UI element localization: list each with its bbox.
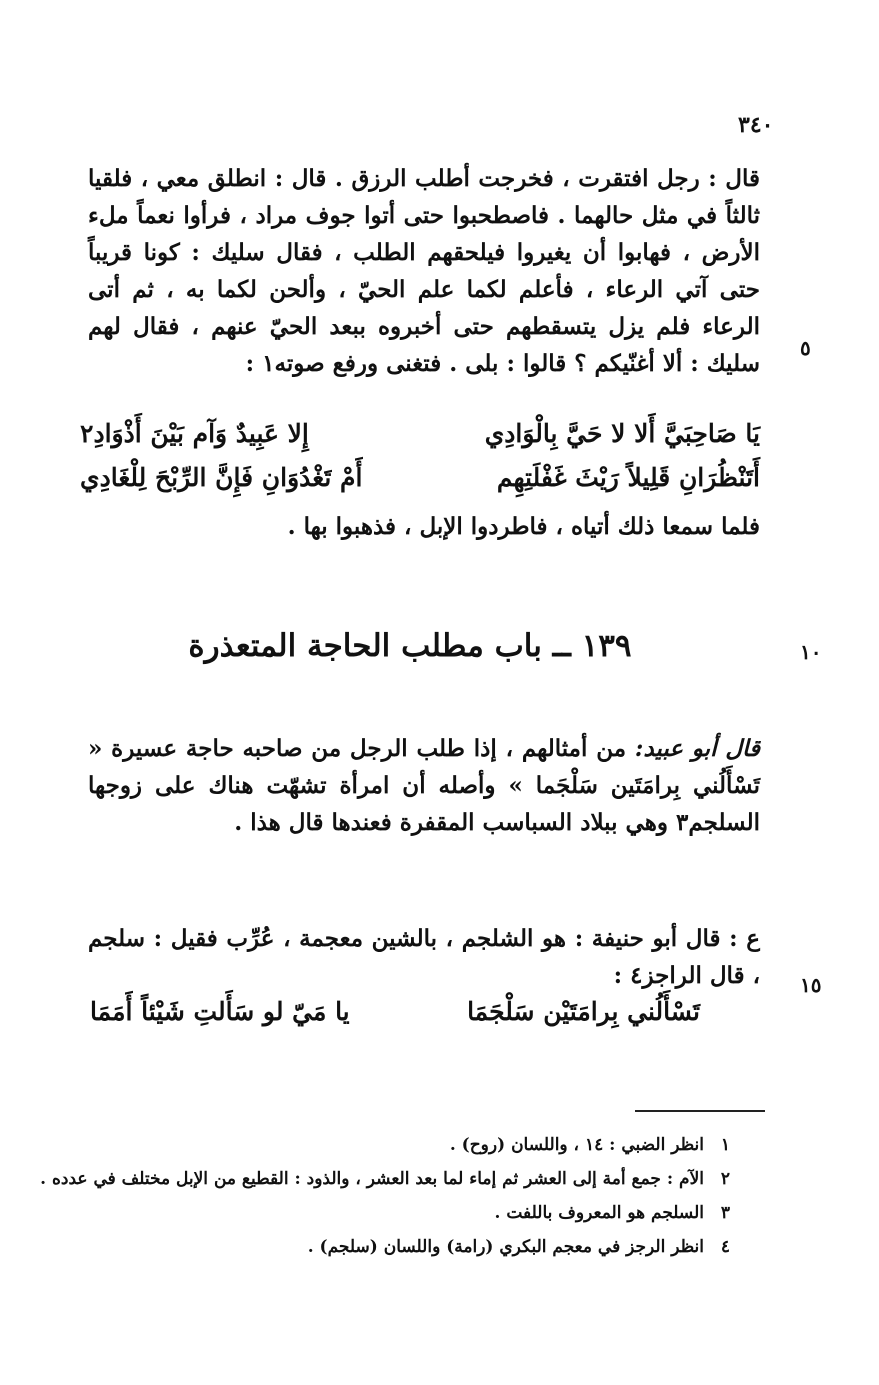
footnote-number: ٢ bbox=[720, 1169, 730, 1189]
page-number: ٣٤٠ bbox=[738, 112, 774, 138]
rajaz-verse bbox=[90, 990, 700, 1034]
verse-1-first-hemistich: يَا صَاحِبَيَّ أَلا لا حَيَّ بِالْوَادِي bbox=[484, 419, 760, 448]
footnotes bbox=[40, 1128, 730, 1264]
paragraph-2: فلما سمعا ذلك أتياه ، فاطردوا الإبل ، فذهبوا بها . bbox=[287, 513, 760, 540]
footnote bbox=[70, 1196, 730, 1230]
margin-line-number-5: ٥ bbox=[800, 336, 811, 360]
footnote-separator bbox=[635, 1110, 765, 1112]
verse-1-second-hemistich: إِلا عَبِيدٌ وَآم بَيْنَ أَذْوَادِ٢ bbox=[80, 419, 309, 448]
rajaz-second-hemistich: يا مَيّ لو سَأَلتِ شَيْئاً أَمَمَا bbox=[90, 997, 350, 1026]
footnote-text: السلجم هو المعروف باللفت . bbox=[494, 1203, 704, 1223]
verse-2-second-hemistich: أَمْ تَغْدُوَانِ فَإِنَّ الرِّبْحَ لِلْغَادِي bbox=[80, 463, 363, 492]
verse-2-first-hemistich: أَتَنْظُرَانِ قَلِيلاً رَيْثَ غَفْلَتِهِم bbox=[496, 463, 760, 492]
footnote bbox=[70, 1128, 730, 1162]
paragraph-3 bbox=[88, 730, 760, 841]
paragraph-4: ع : قال أبو حنيفة : هو الشلجم ، بالشين معجمة ، عُرِّب فقيل : سلجم ، قال الراجز٤ : bbox=[88, 925, 760, 989]
footnote-text: الآم : جمع أمة إلى العشر ثم إماء لما بعد العشر ، والذود : القطيع من الإبل مختلف في عدده . bbox=[40, 1169, 704, 1189]
footnote-text: انظر الضبي : ١٤ ، واللسان (روح) . bbox=[449, 1135, 704, 1155]
footnote-number: ٤ bbox=[720, 1237, 730, 1257]
poem-verse-1 bbox=[80, 412, 760, 456]
paragraph-3-text: من أمثالهم ، إذا طلب الرجل من صاحبه حاجة عسيرة « تَسْأَلُني بِرامَتَين سَلْجَما » وأصله أن امرأة تشهّت هناك على زوجها السلجم٣ وهي ببلاد السباسب المقفرة فعندها قال هذا . bbox=[88, 735, 760, 836]
margin-line-number-10: ١٠ bbox=[800, 640, 822, 664]
footnote-text: انظر الرجز في معجم البكري (رامة) واللسان (سلجم) . bbox=[307, 1237, 704, 1257]
footnote-number: ٣ bbox=[720, 1203, 730, 1223]
footnote-number: ١ bbox=[720, 1135, 730, 1155]
paragraph-1: قال : رجل افتقرت ، فخرجت أطلب الرزق . قال : انطلق معي ، فلقيا ثالثاً في مثل حالهما . فاصطحبوا حتى أتوا جوف مراد ، فرأوا نعماً ملء الأرض ، فهابوا أن يغيروا فيلحقهم الطلب ، فقال سليك : كونا قريباً حتى آتي الرعاء ، فأعلم لكما علم الحيّ ، وألحن لكما به ، ثم أتى الرعاء فلم يزل يتسقطهم حتى أخبروه ببعد الحيّ عنهم ، فقال لهم سليك : ألا أغنّيكم ؟ قالوا : بلى . فتغنى ورفع صوته١ : bbox=[88, 165, 760, 377]
footnote bbox=[70, 1230, 730, 1264]
paragraph-3-lead: قال أبو عبيد: bbox=[634, 735, 760, 762]
poem-verse-2 bbox=[80, 456, 760, 500]
margin-line-number-15: ١٥ bbox=[800, 973, 822, 997]
footnote bbox=[40, 1162, 730, 1196]
rajaz-first-hemistich: تَسْأَلُني بِرامَتَيْن سَلْجَمَا bbox=[467, 997, 700, 1026]
chapter-heading: ١٣٩ ــ باب مطلب الحاجة المتعذرة bbox=[188, 628, 632, 664]
